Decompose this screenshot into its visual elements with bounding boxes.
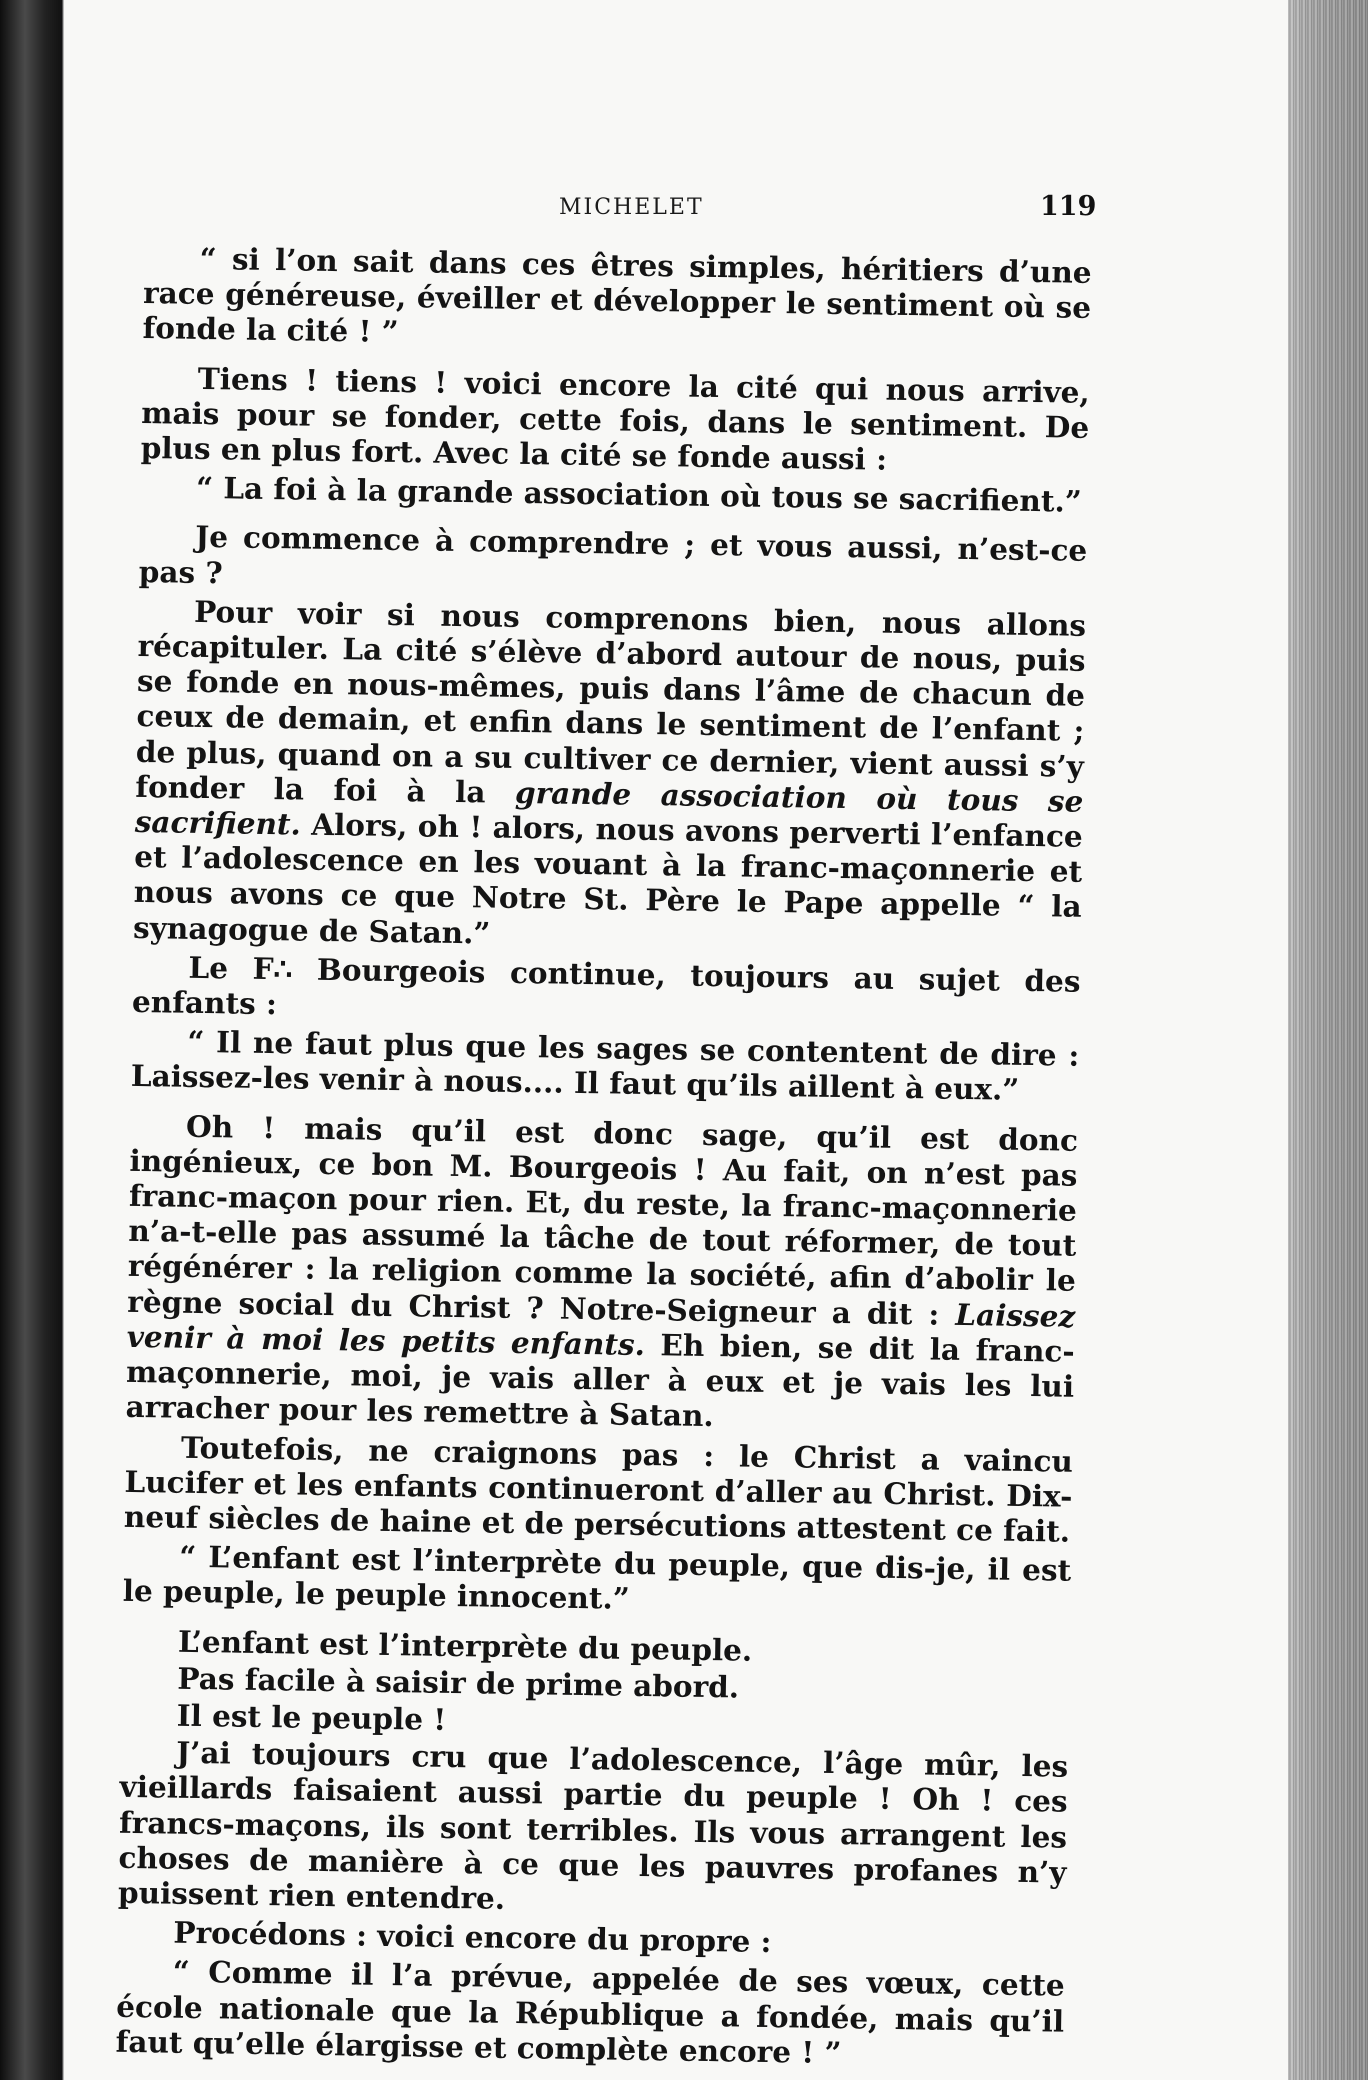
paragraph: Tiens ! tiens ! voici encore la cité qui nous arrive, mais pour se fonder, cette fois, dans le sentiment. De plus en plus fort. Avec la cité se fonde aussi :	[140, 360, 1091, 477]
paragraph: Toutefois, ne craignons pas : le Christ a vaincu Lucifer et les enfants continueront d’aller au Christ. Dix-neuf siècles de haine et de persécutions attestent ce fait.	[123, 1429, 1074, 1549]
paragraph	[133, 593, 1086, 960]
paragraph: Il est le peuple !	[176, 1697, 447, 1737]
paragraph: J’ai toujours cru que l’adolescence, l’âge mûr, les vieillards faisaient aussi partie du peuple ! Oh ! ces francs-maçons, ils sont terribles. Ils vous arrangent les choses de manière à ce que les pauvres profanes n’y puissent rien entendre.	[117, 1734, 1069, 1916]
paragraph: Pas facile à saisir de prime abord.	[177, 1660, 740, 1705]
paragraph	[125, 1108, 1078, 1440]
page-edges	[1288, 0, 1368, 2080]
page-header	[64, 191, 1288, 235]
paragraph-text: Eh bien, se dit la franc-maçonnerie, moi, je vais aller à eux et je vais les lui arracher pour les remettre à Satan.	[125, 1326, 1075, 1434]
paragraph: “ si l’on sait dans ces êtres simples, héritiers d’une race généreuse, éveiller et développer le sentiment où se fonde la cité ! ”	[142, 240, 1092, 350]
paragraph: “ La foi à la grande association où tous se sacrifient.”	[195, 470, 1083, 519]
running-head: MICHELET	[559, 195, 704, 220]
paragraph: Procédons : voici encore du propre :	[173, 1914, 772, 1960]
italic-phrase: grande association où tous se sacrifient.	[134, 774, 1084, 842]
paragraph-text: Alors, oh ! alors, nous avons perverti l’enfance et l’adolescence en les vouant à la franc-maçonnerie et nous avons ce que Notre St. Père le Pape appelle “ la synagogue de Satan.”	[132, 806, 1084, 951]
paragraph: Je commence à comprendre ; et vous aussi, n’est-ce pas ?	[138, 519, 1088, 590]
paragraph: “ L’enfant est l’interprète du peuple, que dis-je, il est le peuple, le peuple innocent.”	[122, 1538, 1072, 1617]
paragraph: “ Il ne faut plus que les sages se contentent de dire : Laissez-les venir à nous.... Il faut qu’ils aillent à eux.”	[130, 1024, 1080, 1108]
paragraph-text: Pour voir si nous comprenons bien, nous allons récapituler. La cité s’élève d’abord autour de nous, puis se fonde en nous-mêmes, puis dans l’âme de chacun de ceux de demain, et enfin dans le sentiment de l’enfant ; de plus, quand on a su cultiver ce dernier, vient aussi s’y fonder la foi à la	[135, 593, 1087, 810]
italic-phrase: Laissez venir à moi les petits enfants.	[126, 1296, 1076, 1362]
paragraph-text: Oh ! mais qu’il est donc sage, qu’il est donc ingénieux, ce bon M. Bourgeois ! Au fait, on n’est pas franc-maçon pour rien. Et, du reste, la franc-maçonnerie n’a-t-elle pas assumé la tâche de tout réformer, de tout régénérer : la religion comme la société, afin d’abolir le règne social du Christ ? Notre-Seigneur a dit :	[127, 1108, 1079, 1332]
body-text	[115, 240, 1092, 2080]
paragraph: L’enfant est l’interprète du peuple.	[177, 1623, 753, 1668]
book-spine-shadow	[0, 0, 62, 2080]
page-number: 119	[1040, 191, 1097, 222]
paragraph: Le F∴ Bourgeois continue, toujours au sujet des enfants :	[131, 949, 1081, 1022]
paragraph: “ Comme il l’a prévue, appelée de ses vœux, cette école nationale que la République a fondée, mais qu’il faut qu’elle élargisse et complète encore ! ”	[115, 1954, 1065, 2070]
page-sheet	[64, 0, 1288, 2080]
